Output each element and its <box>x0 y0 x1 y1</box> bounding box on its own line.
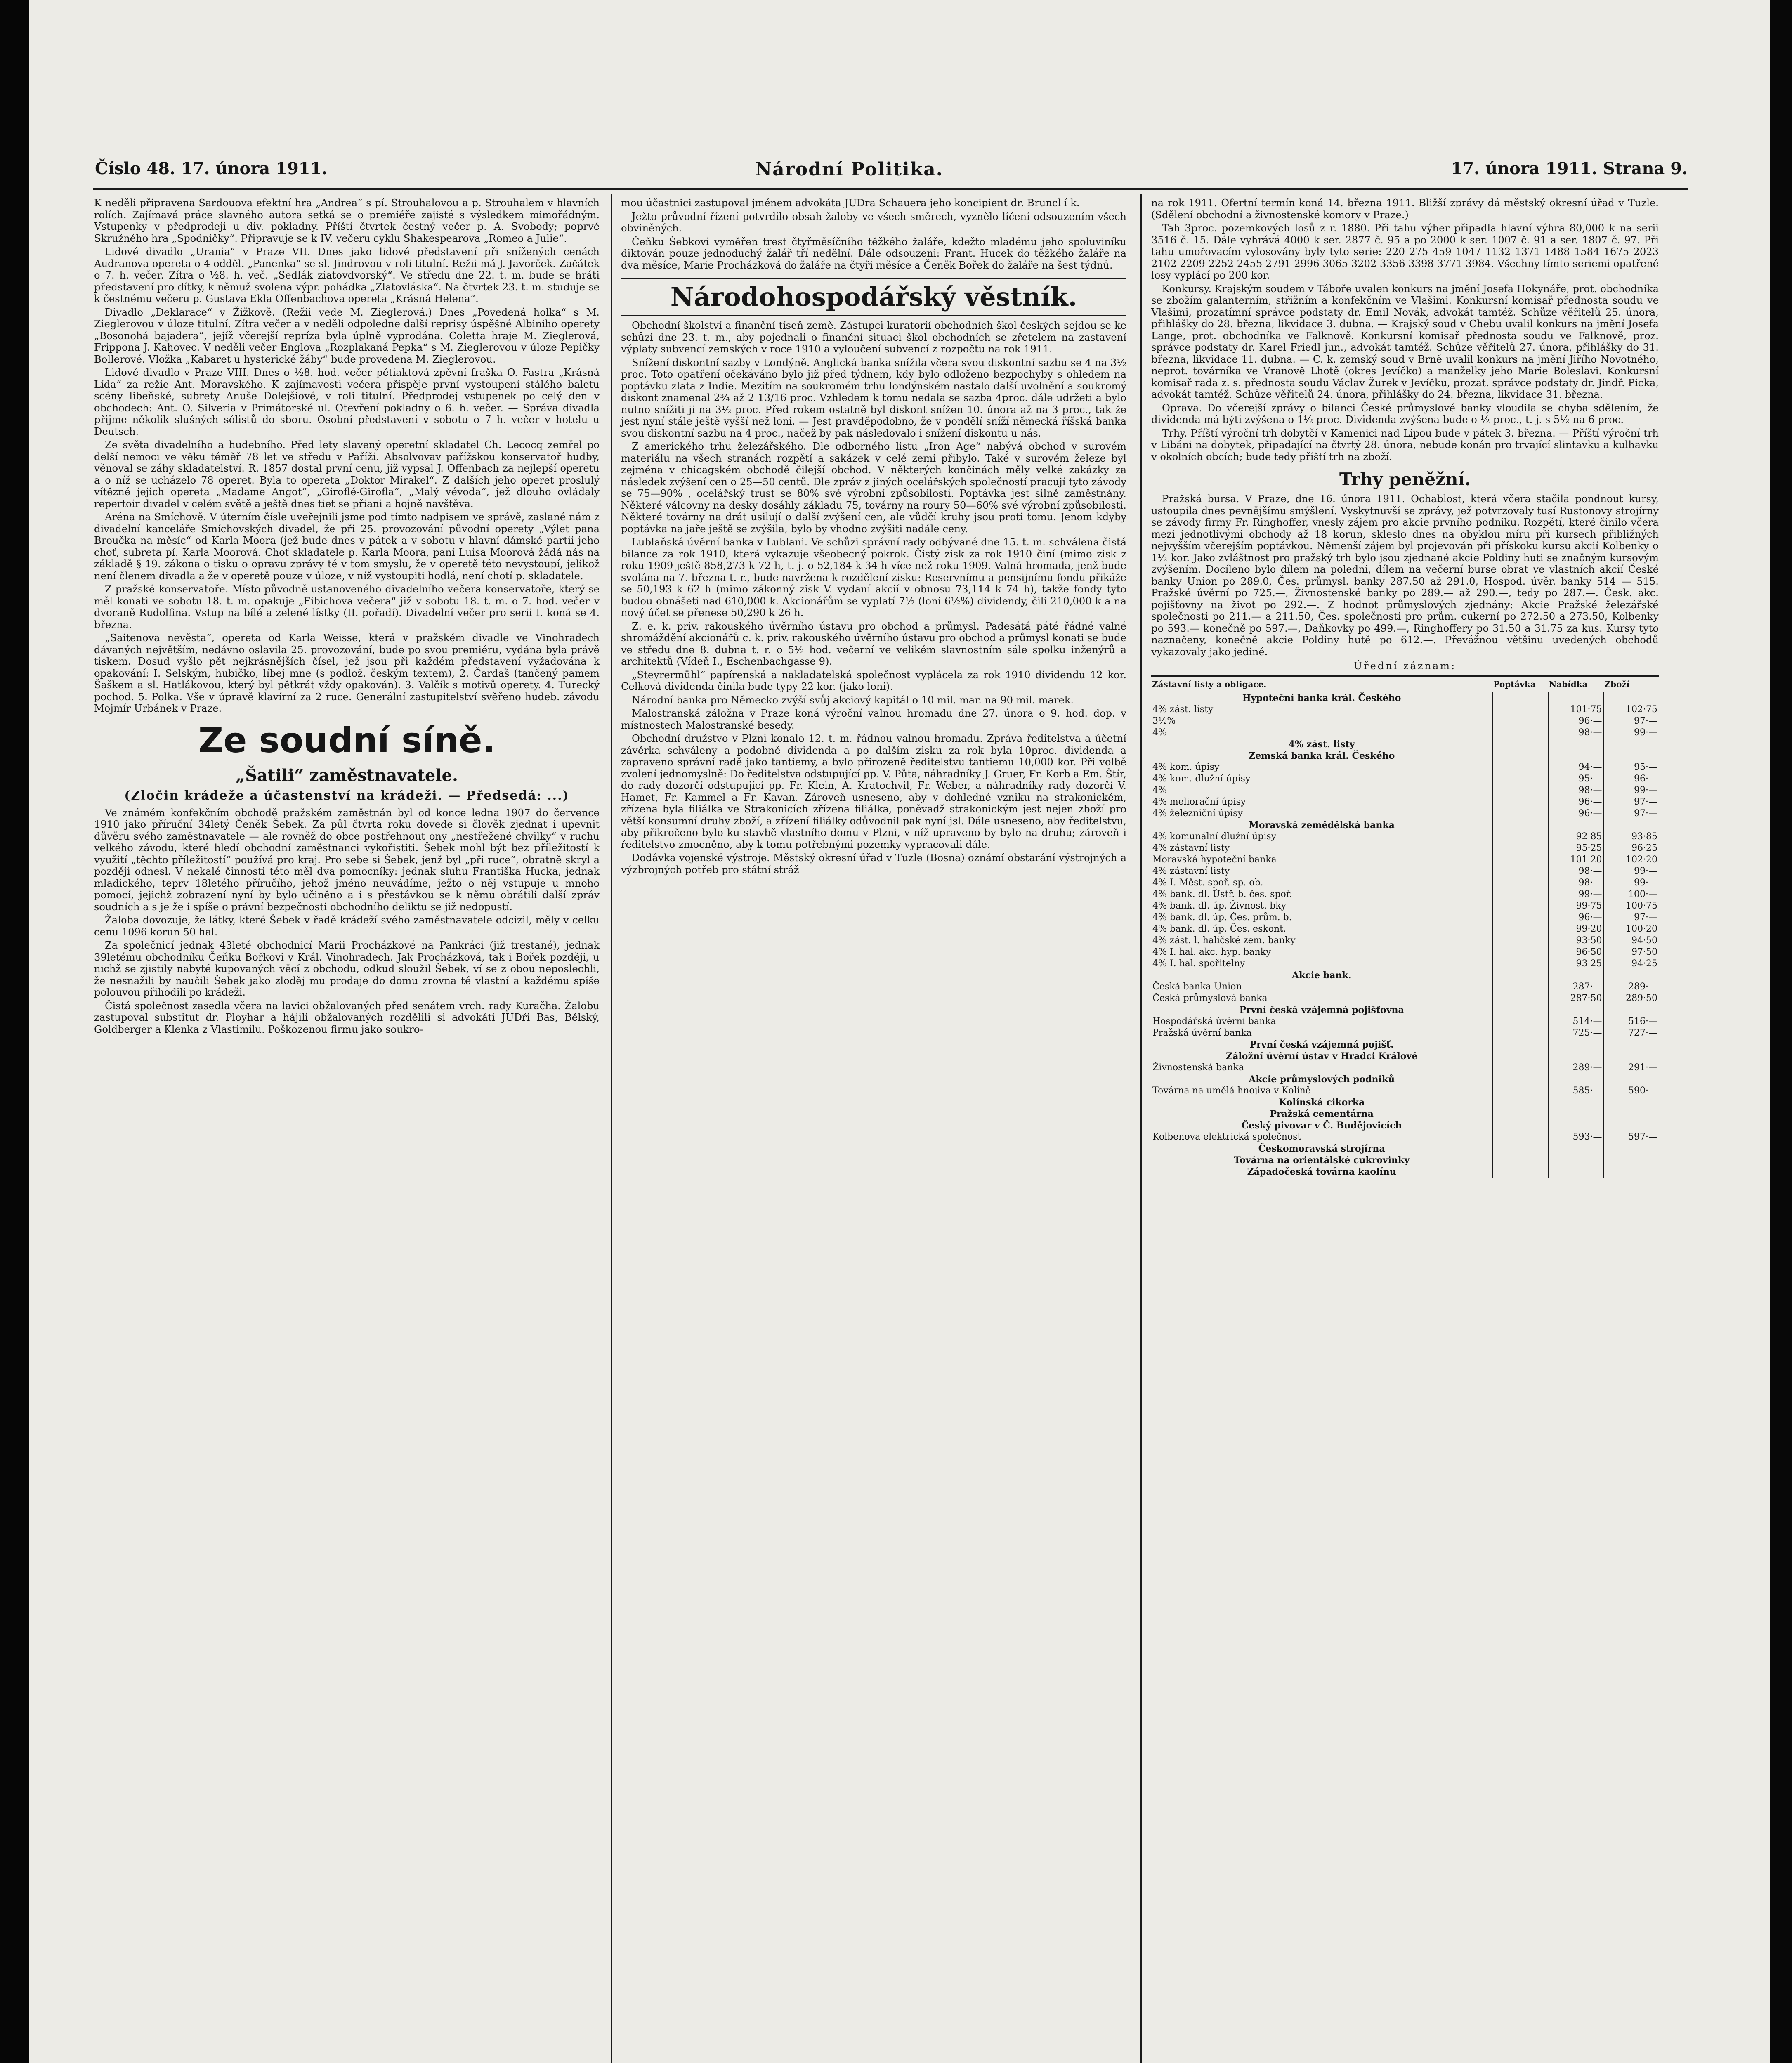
price-cell: 590·— <box>1603 1085 1659 1097</box>
article-lead: (Zločin krádeže a účastenství na krádeži. — Předsedá: ...) <box>124 788 569 803</box>
security-name-cell: Záložní úvěrní ústav v Hradci Králové <box>1226 1050 1418 1062</box>
price-cell <box>1548 750 1604 762</box>
price-cell: 514·— <box>1548 1016 1604 1027</box>
price-cell <box>1492 692 1548 704</box>
price-cell <box>1492 889 1548 900</box>
table-row <box>1151 981 1659 993</box>
price-cell <box>1492 1050 1548 1062</box>
price-cell: 100·20 <box>1603 923 1659 935</box>
table-row <box>1151 1131 1659 1143</box>
price-cell: 516·— <box>1603 1016 1659 1027</box>
security-name-cell: Hospodářská úvěrní banka <box>1152 1016 1276 1027</box>
price-cell <box>1548 1120 1604 1131</box>
price-cell <box>1603 750 1659 762</box>
header-issue-date: Číslo 48. 17. února 1911. <box>95 159 328 178</box>
price-cell: 725·— <box>1548 1027 1604 1039</box>
table-row <box>1151 1004 1659 1016</box>
price-cell <box>1603 1120 1659 1131</box>
price-cell <box>1492 739 1548 750</box>
price-cell <box>1492 1039 1548 1050</box>
article-paragraph: Oprava. Do včerejší zprávy o bilanci České průmyslové banky vloudila se chyba sdělením, že dividenda má býti zvýšena o 1½ proc. Dividenda zvýšena bude o ½ proc., t. j. s 5½ na 6 proc. <box>1151 402 1659 425</box>
table-row <box>1151 762 1659 773</box>
price-cell: 93·85 <box>1603 831 1659 843</box>
table-body <box>1151 692 1659 1178</box>
security-name-cell: Akcie bank. <box>1292 970 1352 981</box>
price-cell <box>1548 1097 1604 1108</box>
price-cell <box>1492 912 1548 923</box>
article-paragraph: Čeňku Šebkovi vyměřen trest čtyřměsíčního těžkého žaláře, kdežto mladému jeho spoluviníku diktován pouze jednoduchý žalář tří nedělní. Dále odsouzeni: Frant. Hucek do těžkého žaláře na dva měsíce, Marie Procházková do žaláře na čtyři měsíce a Čeněk Bořek do žaláře na šest týdnů. <box>621 236 1126 271</box>
table-row <box>1151 912 1659 923</box>
table-row <box>1151 889 1659 900</box>
table-row <box>1151 877 1659 889</box>
price-cell <box>1492 1108 1548 1120</box>
section-title-money-markets: Trhy peněžní. <box>1339 469 1471 489</box>
article-paragraph: Ve známém konfekčním obchodě pražském zaměstnán byl od konce ledna 1907 do července 1910 jako příruční 34letý Čeněk Šebek. Za půl čtvrta roku dovede si člověk zjednat i upevnit důvěru svého zaměstnavatele — ale rovněž do obce postřehnout ony „nestřežené chvilky“ v ruchu velkého závodu, které hledí obchodní zaměstnanci vykořistiti. Šebek mohl být bez příležitostí k využití „těchto příležitostí“ používá pro kraj. Pro sebe si Šebek, jenž byl „při ruce“, obratně skryl a později odnesl. V nekalé činnosti této měl dva pomocníky: jednak sluhu Františka Hucka, jednak mladického, teprv 18letého příručího, jehož jméno neuvádíme, ježto o něj vstupuje u mnoho pomocí, jejichž zobrazení nyní by bylo učiněno a i s přestávkou se k němu obrátili další zpráv soudních a s je že i spíše o právní bezpečnosti obchodního deliktu se již nedopustí. <box>94 807 600 913</box>
security-name-cell: První česká vzájemná pojišť. <box>1249 1039 1394 1050</box>
security-name-cell: Pražská cementárna <box>1270 1108 1374 1119</box>
table-row <box>1151 1074 1659 1085</box>
price-cell: 94·— <box>1548 762 1604 773</box>
table-row <box>1151 923 1659 935</box>
price-cell: 98·— <box>1548 727 1604 739</box>
price-cell <box>1603 1154 1659 1166</box>
section-title-court: Ze soudní síně. <box>198 720 496 760</box>
price-cell: 99·75 <box>1548 900 1604 912</box>
article-paragraph: Obchodní školství a finanční tíseň země. Zástupci kuratorií obchodních škol českých sejdou se ke schůzi dne 23. t. m., aby pojednali o finanční situaci škol obchodních se zřetelem na zastavení výplaty subvencí zemských v roce 1910 a vyloučení subvencí z rozpočtu na rok 1911. <box>621 320 1126 355</box>
security-name-cell: 4% železniční úpisy <box>1152 808 1243 819</box>
article-paragraph: Ze světa divadelního a hudebního. Před lety slavený operetní skladatel Ch. Lecocq zemřel po delší nemoci ve věku téměř 78 let ve středu v Paříži. Absolvovav pařížskou konservatoř hudby, věnoval se záhy skladatelství. R. 1857 dostal první cenu, již vypsal J. Offenbach za nejlepší operetu a o níž se ucházelo 78 operet. Byla to opereta „Doktor Mirakel“. Z dalších jeho operet proslulý vítězné jejich opereta „Madame Angot“, „Giroflé-Girofla“, „Malý vévoda“, jež dlouho ovládaly repertoir divadel v celém světě a ještě dnes tiet se přiani a hojně navštěva. <box>94 439 600 510</box>
price-cell <box>1492 773 1548 785</box>
table-row <box>1151 1050 1659 1062</box>
article-paragraph: Žaloba dovozuje, že látky, které Šebek v řadě krádeží svého zaměstnavatele odcizil, měly v celku cenu 1096 korun 50 hal. <box>94 914 600 938</box>
price-cell <box>1492 1085 1548 1097</box>
table-row <box>1151 692 1659 704</box>
price-cell <box>1548 739 1604 750</box>
security-name-cell: Hypoteční banka král. Českého <box>1242 692 1401 703</box>
article-paragraph: Z pražské konservatoře. Místo původně ustanoveného divadelního večera konservatoře, který se měl konati ve sobotu 18. t. m. opakuje „Fibichova večera“ již v sobotu 18. t. m. o 7. hod. večer v dvoraně Rudolfina. Vstup na bílé a zelené lístky (II. pořadí). Divadelní večer pro serii I. koná se 4. března. <box>94 583 600 630</box>
price-cell <box>1492 923 1548 935</box>
table-row <box>1151 739 1659 750</box>
price-cell <box>1492 947 1548 958</box>
table-row <box>1151 773 1659 785</box>
table-row <box>1151 1085 1659 1097</box>
table-row <box>1151 854 1659 866</box>
article-paragraph: Konkursy. Krajským soudem v Táboře uvalen konkurs na jmění Josefa Hokynáře, prot. obchodníka se zbožím galanterním, střižním a konfekčním ve Vlašimi. Konkursní komisař přednosta soudu ve Vlašimi, prozatímní správce podstaty dr. Emil Novák, advokát tamtéž. Schůze věřitelů 25. února, přihlášky do 28. března, likvidace 3. dubna. — Krajský soud v Chebu uvalil konkurs na jmění Josefa Lange, prot. obchodníka ve Falknově. Konkursní komisař přednosta soudu ve Falknově, proz. správce podstaty dr. Karel Friedl jun., advokát tamtéž. Schůze věřitelů 27. února, přihlášky do 31. března, likvidace 11. dubna. — C. k. zemský soud v Brně uvalil konkurs na jmění Jiřího Novotného, neprot. továrníka ve Vranově Lhotě (okres Jevíčko) a manželky jeho Marie Boleslavi. Konkursní komisař rada z. s. přednosta soudu Václav Žurek v Jevíčku, prozat. správce podstaty dr. Jindř. Picka, advokát tamtéž. Schůze věřitelů 24. února, přihlášky do 24. března, likvidace 31. března. <box>1151 283 1659 400</box>
table-row <box>1151 935 1659 947</box>
price-cell: 96·25 <box>1603 843 1659 854</box>
price-cell: 287·50 <box>1548 993 1604 1004</box>
article-paragraph: Z. e. k. priv. rakouského úvěrního ústavu pro obchod a průmysl. Padesátá páté řádné valné shromáždění akcionářů c. k. priv. rakouského úvěrního ústavu pro obchod a průmysl konati se bude ve středu dne 8. dubna t. r. o 5½ hod. večerní ve velikém slavnostním sále spolku inženýrů a architektů (Vídeň I., Eschenbachgasse 9). <box>621 620 1126 667</box>
security-name-cell: Pražská úvěrní banka <box>1152 1027 1252 1038</box>
price-cell: 102·75 <box>1603 704 1659 715</box>
price-cell: 97·— <box>1603 796 1659 808</box>
price-cell <box>1548 1143 1604 1154</box>
price-cell <box>1492 796 1548 808</box>
price-cell: 101·75 <box>1548 704 1604 715</box>
security-name-cell: 4% zástavní listy <box>1152 843 1230 853</box>
security-name-cell: Továrna na umělá hnojiva v Kolíně <box>1152 1085 1311 1096</box>
article-paragraph: Tah 3proc. pozemkových losů z r. 1880. Při tahu výher připadla hlavní výhra 80,000 k na serii 3516 č. 15. Dále vyhrává 4000 k ser. 2877 č. 95 a po 2000 k ser. 1007 č. 91 a ser. 1807 č. 97. Při tahu umořovacím vylosovány byly tyto serie: 220 275 459 1047 1132 1371 1488 1584 1675 2023 2102 2209 2252 2455 2791 2996 3065 3202 3356 3398 3771 3984. Všechny tímto seriemi opatřené losy vyplácí po 200 kor. <box>1151 222 1659 281</box>
price-cell <box>1603 970 1659 981</box>
price-cell: 100·— <box>1603 889 1659 900</box>
security-name-cell: Kolínská cikorka <box>1279 1097 1365 1108</box>
price-cell: 102·20 <box>1603 854 1659 866</box>
article-paragraph: Pražská bursa. V Praze, dne 16. února 1911. Ochablost, která včera stačila pondnout kursy, ustoupila dnes pevnějšímu smýšlení. Vyskytnuvší se zprávy, jež potvrzovaly tusí Rustonovy strojírny se závody firmy Fr. Ringhoffer, vnesly zájem pro akcie prvního podniku. Rozpětí, které činilo včera mezi jednotlivými obchody až 18 korun, skleslo dnes na obyklou míru při kursech přibližných nejvyšším včerejším poptávkou. Němenší zájem byl projevován při přískoku kursu akcií Kolbenky o 1½ kor. Jako zvláštnost pro pražský trh bylo jsou zjednané akcie Poldiny huti se značným kursovým zvýšením. Docíleno bylo dílem na poledni, dílem na večerní burse obrat ve vlastních akcií České banky Union po 289.0, Čes. průmysl. banky 287.50 až 291.0, Hospod. úvěr. banky 514 — 515. Pražské úvěrní po 725.—, Živnostenské banky po 289.— až 290.—, tedy po 287.—. Česk. akc. pojišťovny na život po 292.—. Z hodnot průmyslových zjednány: Akcie Pražské železářské společnosti po 211.— a 211.50, Čes. společnosti pro prům. cukerní po 272.50 a 273.50, Kolbenky po 593.— konečně po 597.—, Daňkovky po 499.—, Ringhoffery po 31.50 a 31.75 za kus. Kursy tyto naznačeny, konečně akcie Poldiny hutě po 612.—. Převážnou většinu uvedených obchodů vykazovaly jako jediné. <box>1151 493 1659 658</box>
price-cell: 96·— <box>1548 715 1604 727</box>
table-row <box>1151 866 1659 877</box>
article-headline: „Šatili“ zaměstnavatele. <box>236 765 458 785</box>
scan-border-right <box>1770 0 1792 2063</box>
price-cell <box>1492 970 1548 981</box>
price-cell: 289·— <box>1548 1062 1604 1074</box>
column-rule-2 <box>1140 194 1142 2063</box>
price-cell: 98·— <box>1548 785 1604 796</box>
security-name-cell: 4% I. Měst. spoř. sp. ob. <box>1152 877 1263 888</box>
security-name-cell: Západočeská továrna kaolínu <box>1247 1166 1396 1177</box>
security-name-cell: Český pivovar v Č. Budějovicích <box>1241 1120 1402 1131</box>
price-cell <box>1492 715 1548 727</box>
price-cell <box>1492 785 1548 796</box>
price-cell <box>1548 1108 1604 1120</box>
price-cell: 97·— <box>1603 715 1659 727</box>
security-name-cell: 4% I. hal. akc. hyp. banky <box>1152 947 1271 957</box>
article-paragraph: Z amerického trhu železářského. Dle odborného listu „Iron Age“ nabývá obchod v surovém materiálu na všech stranách rozpětí a sakázek v celé zemi přibylo. Také v surovém železe byl zejména v chicagském obchodě čilejší obchod. V některých končinách měly velké zakázky za následek zvýšení cen o 25—50 centů. Dle zpráv z jiných ocelářských společností pracují tyto závody se 75—90% , ocelářský trust se 80% své výrobní způsobilosti. Poptávka jest silně zaměstnány. Některé válcovny na desky dosáhly základu 75, továrny na roury 50—60% své výrobní způsobilosti. Některé továrny na drát usilují o další zvýšení cen, ale vůdčí kruhy jsou proti tomu. Jenom kdyby poptávka na jaře ještě se zvýšila, bylo by vhodno zvýšiti nadále ceny. <box>621 441 1126 535</box>
price-cell <box>1548 1004 1604 1016</box>
security-name-cell: 4% bank. dl. Ústř. b. čes. spoř. <box>1152 889 1292 899</box>
price-cell <box>1492 1154 1548 1166</box>
price-cell: 97·— <box>1603 912 1659 923</box>
table-header: Zástavní listy a obligace. <box>1151 676 1492 692</box>
price-cell: 96·— <box>1548 796 1604 808</box>
security-name-cell: Českomoravská strojírna <box>1258 1143 1385 1154</box>
price-cell <box>1492 819 1548 831</box>
price-cell: 96·— <box>1548 912 1604 923</box>
price-cell: 99·— <box>1603 877 1659 889</box>
page-header <box>95 159 1688 188</box>
article-paragraph: mou účastnici zastupoval jménem advokáta JUDra Schauera jeho koncipient dr. Bruncl í k. <box>621 197 1080 209</box>
article-paragraph: na rok 1911. Ofertní termín koná 14. března 1911. Bližší zprávy dá městský okresní úřad v Tuzle. (Sdělení obchodní a živnostenské komory v Praze.) <box>1151 197 1659 221</box>
table-row <box>1151 958 1659 970</box>
table-header: Nabídka <box>1548 676 1604 692</box>
price-cell <box>1548 970 1604 981</box>
table-row <box>1151 1097 1659 1108</box>
article-paragraph: „Saitenova nevěsta“, opereta od Karla Weisse, která v pražském divadle ve Vinohradech dávaných největším, nedávno oslavila 25. provozování, bude po svou premiéru, vydána byla právě tiskem. Dosud vyšlo pět nejkrásnějších čísel, jež jsou při každém představení vyžadována k opakování: I. Selským, hubičko, líbej mne (s podlož. českým textem), 2. Čardaš (tančený pamem Šaškem a sl. Hatlákovou, který byl pětkrát vždy opakován). 3. Valčík s motivů operety. 4. Turecký pochod. 5. Polka. Vše v úpravě klavírní za 2 ruce. Generální zastupitelství svěřeno hudeb. závodu Mojmír Urbánek v Praze. <box>94 632 600 714</box>
price-cell <box>1492 1027 1548 1039</box>
price-cell: 97·50 <box>1603 947 1659 958</box>
price-cell <box>1492 935 1548 947</box>
price-cell: 289·50 <box>1603 993 1659 1004</box>
price-cell: 585·— <box>1548 1085 1604 1097</box>
security-name-cell: 4% zást. listy <box>1152 704 1214 715</box>
price-cell: 99·— <box>1603 866 1659 877</box>
security-name-cell: Akcie průmyslových podniků <box>1249 1074 1395 1085</box>
security-name-cell: 4% komunální dlužní úpisy <box>1152 831 1277 842</box>
table-row <box>1151 1143 1659 1154</box>
price-cell <box>1492 1062 1548 1074</box>
price-cell <box>1492 762 1548 773</box>
security-name-cell: Zemská banka král. Českého <box>1249 750 1395 761</box>
header-rule <box>93 188 1688 190</box>
price-cell: 96·50 <box>1548 947 1604 958</box>
price-cell: 727·— <box>1603 1027 1659 1039</box>
table-row <box>1151 1062 1659 1074</box>
article-paragraph: Ježto průvodní řízení potvrdilo obsah žaloby ve všech směrech, vyznělo líčení odsouzením všech obviněných. <box>621 210 1126 234</box>
table-row <box>1151 796 1659 808</box>
price-cell: 92·85 <box>1548 831 1604 843</box>
price-cell: 99·— <box>1548 889 1604 900</box>
price-cell <box>1548 1074 1604 1085</box>
table-row <box>1151 1154 1659 1166</box>
header-page-number: 17. února 1911. Strana 9. <box>1451 159 1688 178</box>
price-cell: 95·25 <box>1548 843 1604 854</box>
article-paragraph: Malostranská záložna v Praze koná výroční valnou hromadu dne 27. února o 9. hod. dop. v místnostech Malostranské besedy. <box>621 708 1126 731</box>
price-cell: 98·— <box>1548 877 1604 889</box>
security-name-cell: Česká banka Union <box>1152 981 1242 992</box>
price-cell <box>1603 1050 1659 1062</box>
price-cell <box>1603 739 1659 750</box>
price-cell <box>1548 1039 1604 1050</box>
price-cell <box>1603 1097 1659 1108</box>
article-paragraph: Lidové divadlo v Praze VIII. Dnes o ½8. hod. večer pětiaktová zpěvní fraška O. Fastra „Krásná Lída“ za režie Ant. Moravského. K zajímavosti večera přispěje první vystoupení stálého baletu scény libeňské, subrety Anuše Dolejšiové, v roli titulní. Předprodej vstupenek po celý den v obchodech: Ant. O. Silveria v Primátorské ul. Otevření pokladny o 6. h. večer. — Správa divadla přijme několik slušných sólistů do sboru. Osobní představení v sobotu o 7 h. večer v hotelu u Deutsch. <box>94 367 600 437</box>
exchange-rates-table <box>1151 675 1659 1178</box>
price-cell <box>1548 1166 1604 1178</box>
price-cell: 291·— <box>1603 1062 1659 1074</box>
price-cell <box>1492 1120 1548 1131</box>
price-cell: 96·— <box>1548 808 1604 819</box>
price-cell: 97·— <box>1603 808 1659 819</box>
price-cell <box>1603 1074 1659 1085</box>
security-name-cell: 4% bank. dl. úp. Čes. eskont. <box>1152 923 1286 934</box>
price-cell <box>1548 1050 1604 1062</box>
table-row <box>1151 785 1659 796</box>
price-cell <box>1492 843 1548 854</box>
table-row <box>1151 993 1659 1004</box>
table-row <box>1151 727 1659 739</box>
price-cell: 93·50 <box>1548 935 1604 947</box>
table-header: Zboží <box>1603 676 1659 692</box>
table-row <box>1151 715 1659 727</box>
price-cell: 101·20 <box>1548 854 1604 866</box>
price-cell <box>1492 1097 1548 1108</box>
price-cell <box>1603 1004 1659 1016</box>
price-cell: 99·20 <box>1548 923 1604 935</box>
price-cell: 94·25 <box>1603 958 1659 970</box>
table-row <box>1151 831 1659 843</box>
table-row <box>1151 819 1659 831</box>
security-name-cell: 4% zást. l. haličské zem. banky <box>1152 935 1296 946</box>
security-name-cell: 3½% <box>1152 715 1176 726</box>
table-row <box>1151 1039 1659 1050</box>
article-paragraph: Dodávka vojenské výstroje. Městský okresní úřad v Tuzle (Bosna) oznámí obstarání výstrojných a výzbrojných potřeb pro státní stráž <box>621 852 1126 876</box>
article-paragraph: Čistá společnost zasedla včera na lavici obžalovaných před senátem vrch. rady Kuračha. Žalobu zastupoval substitut dr. Ployhar a hájili obžalovaných rozdělili si advokáti JUDři Bas, Bělský, Goldberger a Klenka z Vlastimilu. Poškozenou firmu jako soukro- <box>94 1000 600 1035</box>
price-cell <box>1603 1143 1659 1154</box>
article-paragraph: Snížení diskontní sazby v Londýně. Anglická banka snížila včera svou diskontní sazbu se 4 na 3½ proc. Toto opatření očekáváno bylo již před týdnem, kdy bylo odloženo bezpochyby s ohledem na poptávku zlata z Indie. Mezitím na soukromém trhu londýnském nastalo další uvolnění a soukromý diskont znamenal 2¾ až 2 13/16 proc. Vzhledem k tomu nedala se sazba 4proc. dále udržeti a bylo nutno snížiti ji na 3½ proc. Před rokem ostatně byl diskont snížen 10. února až na 3 proc., tak že jest nyní stále ještě vyšší než loni. — Jest pravděpodobno, že v pondělí sníží německá říšská banka svou diskontní sazbu na 4 proc., načež by pak následovalo i snížení diskontu u nás. <box>621 356 1126 439</box>
security-name-cell: 4% I. hal. spořitelny <box>1152 958 1245 969</box>
price-cell: 93·25 <box>1548 958 1604 970</box>
price-cell: 99·— <box>1603 785 1659 796</box>
price-cell <box>1603 1166 1659 1178</box>
column-rule-1 <box>611 194 612 2063</box>
article-paragraph: Lidové divadlo „Urania“ v Praze VII. Dnes jako lidové představení při snížených cenách Audranova opereta o 4 odděl. „Panenka“ se sl. Jindrovou v roli titulní. Režii má J. Javorček. Začátek o 7. h. večer. Zítra o ½8. h. več. „Sedlák ziatovdvorský“. Ve středu dne 22. t. m. bude se hráti představení pro dítky, k němuž svolena výpr. pohádka „Zlatovláska“. Na čtvrtek 23. t. m. studuje se k čestnému večeru p. Gustava Ekla Offenbachova opereta „Krásná Helena“. <box>94 246 600 304</box>
security-name-cell: Moravská hypoteční banka <box>1152 854 1277 865</box>
security-name-cell: 4% zástavní listy <box>1152 866 1230 876</box>
price-cell: 597·— <box>1603 1131 1659 1143</box>
price-cell <box>1492 704 1548 715</box>
article-paragraph: Lublaňská úvěrní banka v Lublani. Ve schůzi správní rady odbývané dne 15. t. m. schválena čistá bilance za rok 1910, která vykazuje všeobecný pokrok. Čistý zisk za rok 1910 činí (mimo zisk z roku 1909 ještě 858,273 k 72 h, t. j. o 52,184 k 34 h více než roku 1909. Valná hromada, jenž bude svolána na 7. března t. r., bude navržena k rozdělení zisku: Reservnímu a pensijnímu fondu přikáže se 50,193 k 62 h (mimo zákonný zisk V. vydaní akcií v obnosu 73,114 k 74 h), takže fondy tyto budou obnášeti nad 610,000 k. Akcionářům se vyplatí 7½ (loni 6½%) dividendy, čili 210,000 k a na nový účet se přenese 50,290 k 26 h. <box>621 536 1126 618</box>
price-cell <box>1492 854 1548 866</box>
table-row <box>1151 750 1659 762</box>
table-row <box>1151 1027 1659 1039</box>
price-cell: 94·50 <box>1603 935 1659 947</box>
price-cell <box>1492 1016 1548 1027</box>
article-paragraph: „Steyrermühl“ papírenská a nakladatelská společnost vyplácela za rok 1910 dividendu 12 kor. Celková dividenda činila bude typy 22 kor. (jako loni). <box>621 669 1126 692</box>
table-header: Poptávka <box>1492 676 1548 692</box>
price-cell <box>1548 1154 1604 1166</box>
security-name-cell: 4% kom. úpisy <box>1152 762 1220 772</box>
article-paragraph: Aréna na Smíchově. V úterním čísle uveřejnili jsme pod tímto nadpisem ve správě, zaslané nám z divadelní kanceláře Smíchovských divadel, že při 25. provozování původní operety „Výlet pana Broučka na měsíc“ od Karla Moora (jež bude dnes v pátek a v sobotu v hlavní dámské partii jeho choť, subreta pí. Karla Moorová. Choť skladatele p. Karla Moora, paní Luisa Moorová žádá nás na základě § 19. zákona o tisku o opravu zprávy té v tom smyslu, že v operetě této nevystoupí, jelikož není členem divadla a že v operetě pouze v úloze, v níž vystoupiti hodlá, není chotí p. skladatele. <box>94 511 600 582</box>
security-name-cell: 4% <box>1152 727 1167 738</box>
table-row <box>1151 1120 1659 1131</box>
price-cell <box>1492 831 1548 843</box>
security-name-cell: Česká průmyslová banka <box>1152 993 1268 1003</box>
article-paragraph: Za společnicí jednak 43leté obchodnicí Marii Procházkové na Pankráci (již trestané), jednak 39letému obchodníku Čeňku Bořkovi v Král. Vinohradech. Jak Procházková, tak i Bořek později, u nichž se zjistily nabyté kupovaných věcí z obchodu, odkud sloužil Šebek, ví se z obou neposlechli, že nesnažili by naučili Šebek jako zloděj mu prodaje do domu zrovna té vlastní a každému spíše polouvou přihodili po krádeži. <box>94 939 600 998</box>
table-row <box>1151 843 1659 854</box>
price-cell: 95·— <box>1603 762 1659 773</box>
table-row <box>1151 1166 1659 1178</box>
table-row <box>1151 808 1659 819</box>
price-cell <box>1492 1131 1548 1143</box>
price-cell <box>1492 981 1548 993</box>
table-row <box>1151 970 1659 981</box>
price-cell <box>1492 900 1548 912</box>
price-cell <box>1492 808 1548 819</box>
price-cell <box>1548 819 1604 831</box>
security-name-cell: Živnostenská banka <box>1152 1062 1244 1073</box>
price-cell <box>1492 1004 1548 1016</box>
security-name-cell: Kolbenova elektrická společnost <box>1152 1131 1301 1142</box>
price-cell <box>1603 1108 1659 1120</box>
article-paragraph: Obchodní družstvo v Plzni konalo 12. t. m. řádnou valnou hromadu. Zpráva ředitelstva a účetní závěrka schváleny a podobně dividenda a po dalším zisku za rok byla 10proc. dividenda a zapraveno správní radě jako tantiemy, a bylo přirozeně ředitelstvu tantiemu 10,000 kor. Při volbě zvolení jednomyslně: Do ředitelstva odstupující pp. V. Půta, náhradníky J. Gruer, Fr. Korb a Em. Štír, do rady dozorčí odstupující pp. Fr. Klein, A. Kratochvil, Fr. Weber, a náhradníky rady dozorčí V. Hamet, Fr. Kammel a Fr. Kavan. Zároveň usneseno, aby v dohledné vzniku na strakonickém, zřízena byla filiálka ve Strakonicích zřízena filiálka, poněvadž strakonickým jest nejen zboží pro větší konsumní druhy zboží, a zřízení filiálky odůvodnil pak nyní jsl. Dále usneseno, aby ředitelstvu, aby přikročeno bylo ku stavbě vlastního domu v Plzni, v níž upraveno by bylo na druhu; zároveň i ředitelstvo zmocněno, aby k tomu potřebnými pozemky vypracovali dále. <box>621 733 1126 850</box>
table-row <box>1151 704 1659 715</box>
table-row <box>1151 1108 1659 1120</box>
price-cell: 98·— <box>1548 866 1604 877</box>
price-cell <box>1492 866 1548 877</box>
security-name-cell: 4% bank. dl. úp. Čes. prům. b. <box>1152 912 1292 923</box>
price-cell: 95·— <box>1548 773 1604 785</box>
security-name-cell: Moravská zemědělská banka <box>1249 819 1395 831</box>
price-cell: 289·— <box>1603 981 1659 993</box>
column-economics <box>621 197 1126 877</box>
scan-border-left <box>0 0 29 2063</box>
security-name-cell: 4% bank. dl. úp. Živnost. bky <box>1152 900 1287 911</box>
price-cell <box>1548 692 1604 704</box>
price-cell <box>1603 819 1659 831</box>
security-name-cell: Továrna na orientálské cukrovinky <box>1234 1154 1410 1166</box>
article-paragraph: K neděli připravena Sardouova efektní hra „Andrea“ s pí. Strouhalovou a p. Strouhalem v hlavních rolích. Zajímavá práce slavného autora setká se o premiéře zajisté s výsledkem mimořádným. Vstupenky v předprodeji u div. pokladny. Příští čtvrtek čestný večer p. A. Svobody; poprvé Skružného hra „Spodničky“. Připravuje se k IV. večeru cyklu Shakespearova „Romeo a Julie“. <box>94 197 600 244</box>
newspaper-title: Národní Politika. <box>755 159 944 180</box>
article-paragraph: Národní banka pro Německo zvýší svůj akciový kapitál o 10 mil. mar. na 90 mil. marek. <box>632 694 1074 706</box>
security-name-cell: 4% meliorační úpisy <box>1152 796 1246 807</box>
price-cell: 287·— <box>1548 981 1604 993</box>
price-cell <box>1492 727 1548 739</box>
table-row <box>1151 1016 1659 1027</box>
price-cell <box>1492 1074 1548 1085</box>
price-cell <box>1492 958 1548 970</box>
column-theatre-court <box>94 197 600 1037</box>
article-paragraph: Trhy. Příští výroční trh dobytčí v Kamenici nad Lipou bude v pátek 3. března. — Příští výroční trh v Libáni na dobytek, připadající na čtvrtý 28. února, nebude konán pro trvající slintavku a kulhavku v okolních obcích; bude tedy příští trh na zboží. <box>1151 427 1659 463</box>
column-markets <box>1151 197 1659 1178</box>
table-row <box>1151 900 1659 912</box>
security-name-cell: 4% <box>1152 785 1167 795</box>
price-cell <box>1492 877 1548 889</box>
price-cell <box>1492 1166 1548 1178</box>
security-name-cell: První česká vzájemná pojišťovna <box>1239 1004 1404 1015</box>
price-cell: 96·— <box>1603 773 1659 785</box>
table-row <box>1151 947 1659 958</box>
price-cell: 593·— <box>1548 1131 1604 1143</box>
price-cell: 100·75 <box>1603 900 1659 912</box>
section-title-economics: Národohospodářský věstník. <box>621 278 1126 316</box>
price-cell <box>1603 1039 1659 1050</box>
security-name-cell: 4% zást. listy <box>1288 739 1355 750</box>
article-paragraph: Divadlo „Deklarace“ v Žižkově. (Režii vede M. Zieglerová.) Dnes „Povedená holka“ s M. Zieglerovou v úloze titulní. Zítra večer a v neděli odpoledne další reprisy úspěšné Albiniho operety „Bosonohá bajadera“, jejíž včerejší repríza byla úplně vyprodána. Coletta hraje M. Zieglerová, Frippona J. Kahovec. V neděli večer Englova „Rozplakaná Pepka“ s M. Zieglerovou v úloze Pepičky Bollerové. Vložka „Kabaret u hysterické žáby“ bude provedena M. Zieglerovou. <box>94 306 600 365</box>
price-cell <box>1492 1143 1548 1154</box>
price-cell <box>1492 993 1548 1004</box>
official-record-label: Úřední záznam: <box>1353 660 1457 672</box>
price-cell <box>1492 750 1548 762</box>
price-cell: 99·— <box>1603 727 1659 739</box>
price-cell <box>1603 692 1659 704</box>
security-name-cell: 4% kom. dlužní úpisy <box>1152 773 1251 784</box>
